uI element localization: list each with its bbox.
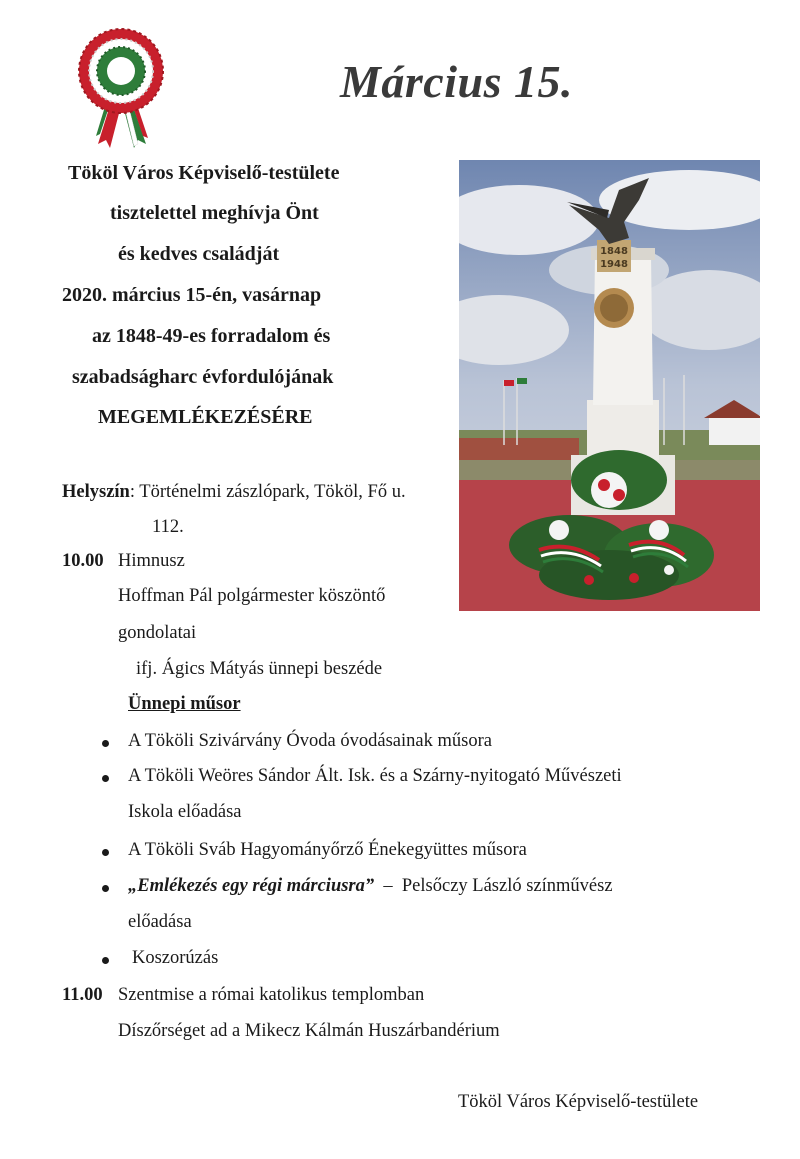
- bullet-item-4-title: „Emlékezés egy régi márciusra”: [128, 876, 375, 896]
- time-11: 11.00: [62, 985, 103, 1005]
- show-heading: Ünnepi műsor: [128, 694, 241, 714]
- location-line: [62, 482, 406, 503]
- program-himnusz: Himnusz: [118, 551, 185, 571]
- program-honor-guard: Díszőrséget ad a Mikecz Kálmán Huszárbandérium: [118, 1021, 500, 1041]
- program-speech: ifj. Ágics Mátyás ünnepi beszéde: [136, 659, 383, 679]
- bullet-item-3: A Tököli Sváb Hagyományőrző Énekegyüttes műsora: [128, 840, 527, 860]
- monument-year-2: 1948: [600, 259, 628, 270]
- bullet-item-4: [128, 876, 613, 897]
- bullet-item-5: Koszorúzás: [132, 948, 219, 968]
- program-greeting-2: gondolatai: [118, 623, 197, 643]
- bullet-item-2b: Iskola előadása: [128, 802, 242, 822]
- invitation-line-1: Tököl Város Képviselő-testülete: [68, 162, 340, 184]
- bullet-item-4-rest: – Pelsőczy László színművész: [374, 876, 613, 896]
- bullet-icon: [102, 740, 109, 747]
- monument-photo: [459, 160, 760, 611]
- location-label: Helyszín: [62, 482, 130, 502]
- bullet-icon: [102, 957, 109, 964]
- signature: Tököl Város Képviselő-testülete: [458, 1092, 699, 1112]
- invitation-line-7: MEGEMLÉKEZÉSÉRE: [98, 406, 313, 428]
- time-10: 10.00: [62, 551, 104, 571]
- bullet-item-1: A Tököli Szivárvány Óvoda óvodásainak műsora: [128, 731, 492, 751]
- invitation-line-5: az 1848-49-es forradalom és: [92, 325, 331, 347]
- location-line-2: 112.: [152, 517, 184, 537]
- bullet-item-4b: előadása: [128, 912, 192, 932]
- invitation-line-2: tisztelettel meghívja Önt: [110, 202, 319, 224]
- hungarian-cockade-icon: [76, 26, 166, 154]
- bullet-item-2: A Tököli Weöres Sándor Ált. Isk. és a Szárny-nyitogató Művészeti: [128, 766, 622, 786]
- bullet-icon: [102, 885, 109, 892]
- page-title: Március 15.: [340, 56, 573, 107]
- invitation-line-4: 2020. március 15-én, vasárnap: [62, 284, 322, 306]
- location-value: : Történelmi zászlópark, Tököl, Fő u.: [129, 482, 406, 502]
- invitation-line-3: és kedves családját: [118, 243, 280, 265]
- bullet-icon: [102, 849, 109, 856]
- program-greeting: Hoffman Pál polgármester köszöntő: [118, 586, 386, 606]
- invitation-line-6: szabadságharc évfordulójának: [72, 366, 334, 388]
- bullet-icon: [102, 775, 109, 782]
- program-mass: Szentmise a római katolikus templomban: [118, 985, 425, 1005]
- monument-year-1: 1848: [600, 246, 628, 257]
